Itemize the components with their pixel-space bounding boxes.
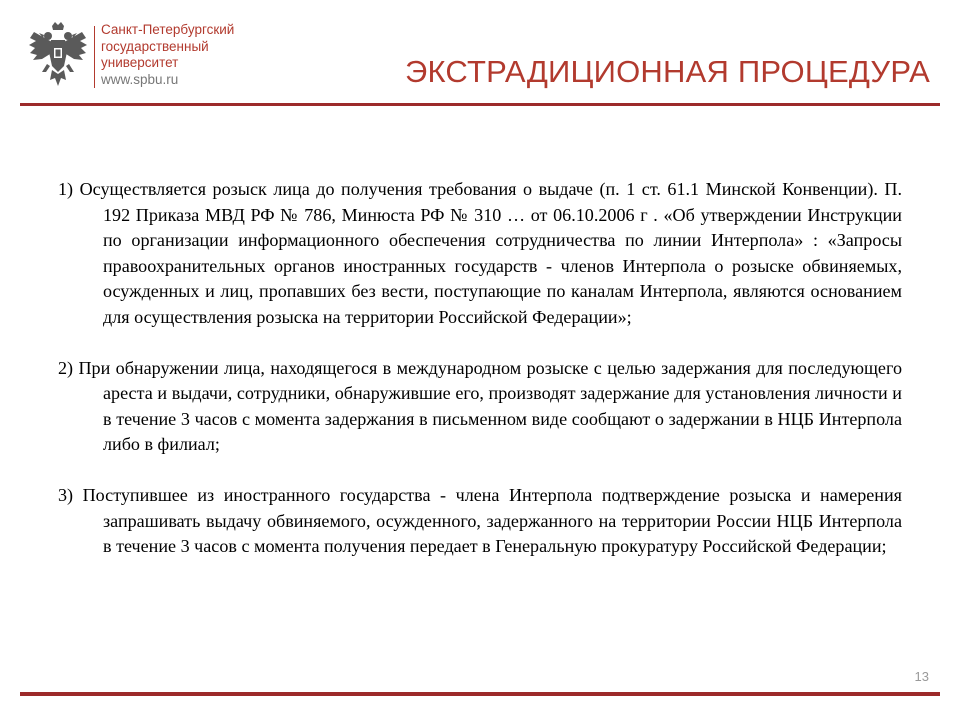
university-logo-eagle-icon xyxy=(28,22,88,90)
paragraph-1: 1) Осуществляется розыск лица до получения требования о выдаче (п. 1 ст. 61.1 Минской Конвенции). П. 192 Приказа МВД РФ № 786, Минюста РФ № 310 … от 06.10.2006 г . «Об утверждении Инструкции по организации информационного обеспечения сотрудничества по линии Интерпола» : «Запросы правоохранительных органов иностранных государств - членов Интерпола о розыске обвиняемых, осужденных и лиц, пропавших без вести, поступающие по каналам Интерпола, являются основанием для осуществления розыска на территории Российской Федерации»; xyxy=(58,179,902,327)
university-url: www.spbu.ru xyxy=(101,71,179,87)
university-name-line-1: Санкт-Петербургский xyxy=(101,22,235,37)
university-name-line-3: университет xyxy=(101,55,179,70)
logo-divider xyxy=(94,26,95,88)
paragraph-2: 2) При обнаружении лица, находящегося в международном розыске с целью задержания для последующего ареста и выдачи, сотрудники, обнаружившие его, производят задержание для установления личности и в течение 3 часов с момента задержания в письменном виде сообщают о задержании в НЦБ Интерпола либо в филиал; xyxy=(58,357,902,455)
page-number: 13 xyxy=(914,669,929,684)
university-name-line-2: государственный xyxy=(101,38,209,54)
university-name xyxy=(101,22,234,88)
slide-title: ЭКСТРАДИЦИОННАЯ ПРОЦЕДУРА xyxy=(405,54,930,89)
header-rule xyxy=(20,103,940,106)
footer-rule xyxy=(20,692,940,696)
paragraph-3: 3) Поступившее из иностранного государства - члена Интерпола подтверждение розыска и намерения запрашивать выдачу обвиняемого, осужденного, задержанного на территории России НЦБ Интерпола в течение 3 часов с момента получения передает в Генеральную прокуратуру Российской Федерации; xyxy=(58,484,902,557)
slide-body xyxy=(58,177,902,560)
